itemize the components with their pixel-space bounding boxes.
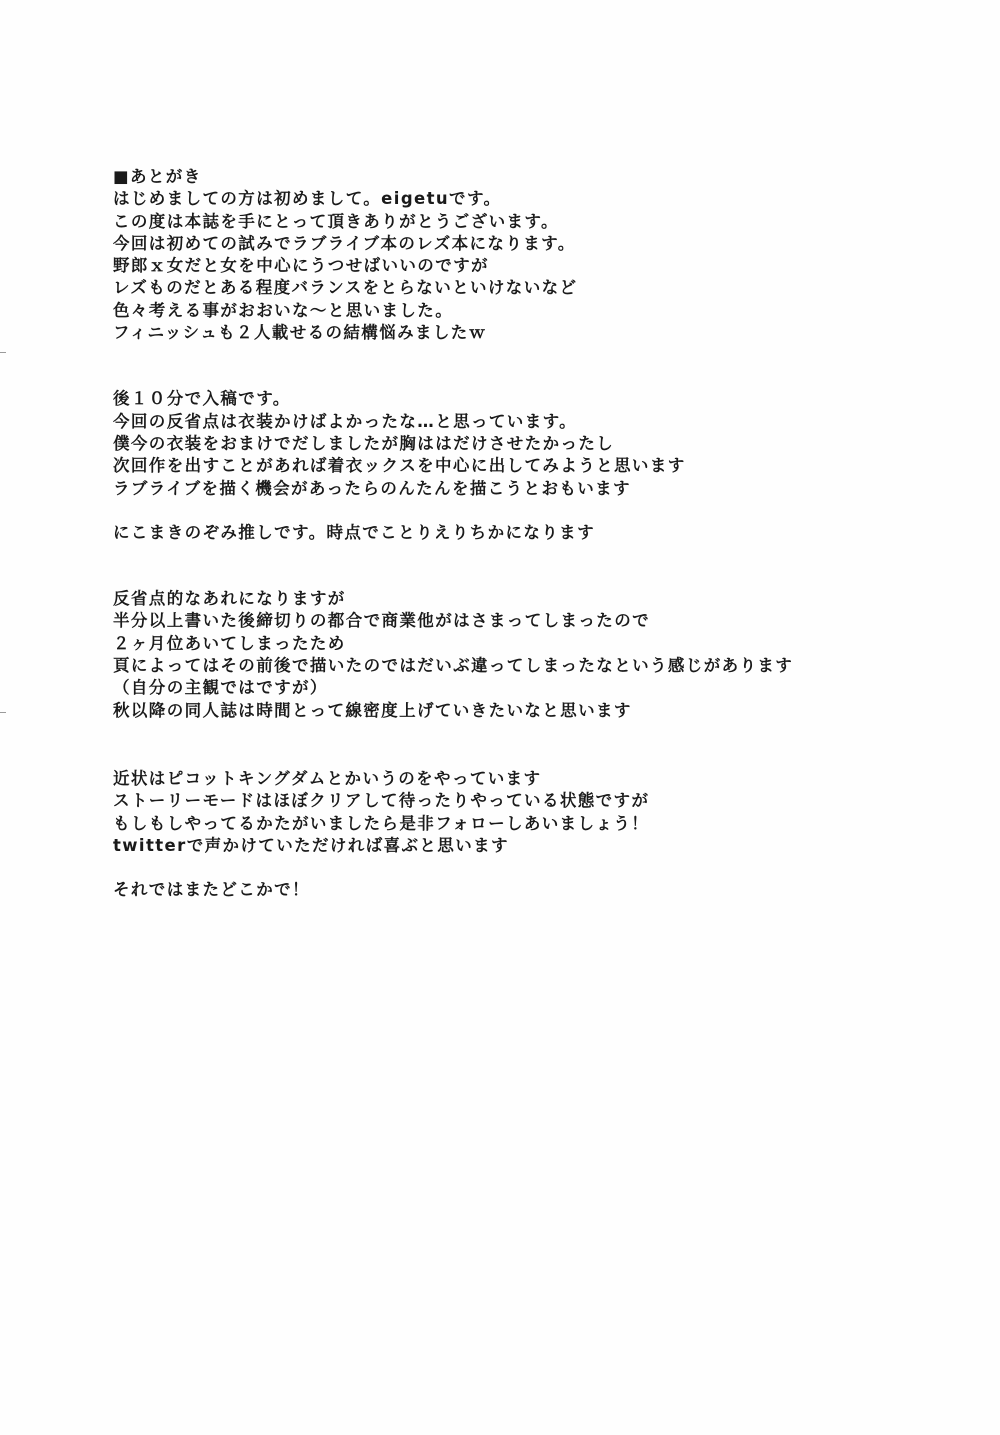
paragraph-spacer (113, 544, 933, 588)
text-line: レズものだとある程度バランスをとらないといけないなど (113, 278, 578, 298)
text-line: ラブライブを描く機会があったらのんたんを描こうとおもいます (113, 478, 631, 498)
paragraph-favorites (113, 522, 933, 544)
text-line: twitterで声かけていただければ喜ぶと思います (113, 835, 509, 855)
text-line: 近状はピコットキングダムとかいうのをやっています (113, 768, 542, 788)
text-line: 秋以降の同人誌は時間とって線密度上げていきたいなと思います (113, 700, 632, 720)
paragraph-intro (113, 188, 933, 344)
text-line: もしもしやってるかたがいましたら是非フォローしあいましょう！ (113, 813, 650, 833)
text-line: にこまきのぞみ推しです。時点でことりえりちかになります (113, 522, 595, 542)
text-line: フィニッシュも２人載せるの結構悩みましたｗ (113, 323, 487, 343)
paragraph-schedule (113, 588, 933, 722)
text-line: （自分の主観ではですが） (113, 678, 328, 698)
text-line: 半分以上書いた後締切りの都合で商業他がはさまってしまったので (113, 611, 650, 631)
text-line: それではまたどこかで！ (113, 880, 310, 900)
afterword-text-block (113, 166, 933, 901)
afterword-heading: ■あとがき (113, 167, 202, 186)
text-line: 僕今の衣装をおまけでだしましたが胸ははだけさせたかったし (113, 433, 615, 453)
text-line: 次回作を出すことがあれば着衣ックスを中心に出してみようと思います (113, 456, 686, 476)
text-line: 今回は初めての試みでラブライブ本のレズ本になります。 (113, 233, 576, 253)
paragraph-spacer (113, 344, 933, 388)
text-line: はじめましての方は初めまして。eigetuです。 (113, 189, 502, 209)
text-line: 今回の反省点は衣装かけばよかったな…と思っています。 (113, 411, 578, 431)
paragraph-reflection (113, 388, 933, 499)
text-line: この度は本誌を手にとって頂きありがとうございます。 (113, 211, 559, 231)
paragraph-recent (113, 768, 933, 857)
text-line: 野郎ｘ女だと女を中心にうつせばいいのですが (113, 256, 489, 276)
text-line: ２ヶ月位あいてしまったため (113, 633, 346, 653)
text-line: 頁によってはその前後で描いたのではだいぶ違ってしまったなという感じがあります (113, 656, 794, 676)
paragraph-spacer (113, 857, 933, 879)
text-line: 反省点的なあれになりますが (113, 589, 346, 609)
paragraph-spacer (113, 500, 933, 522)
paragraph-spacer (113, 722, 933, 768)
text-line: ストーリーモードはほぼクリアして待ったりやっている状態ですが (113, 791, 650, 811)
scan-speck (0, 352, 6, 353)
paragraph-closing (113, 879, 933, 901)
text-line: 後１０分で入稿です。 (113, 389, 291, 409)
scan-speck (0, 712, 6, 713)
text-line: 色々考える事がおおいな～と思いました。 (113, 300, 454, 320)
